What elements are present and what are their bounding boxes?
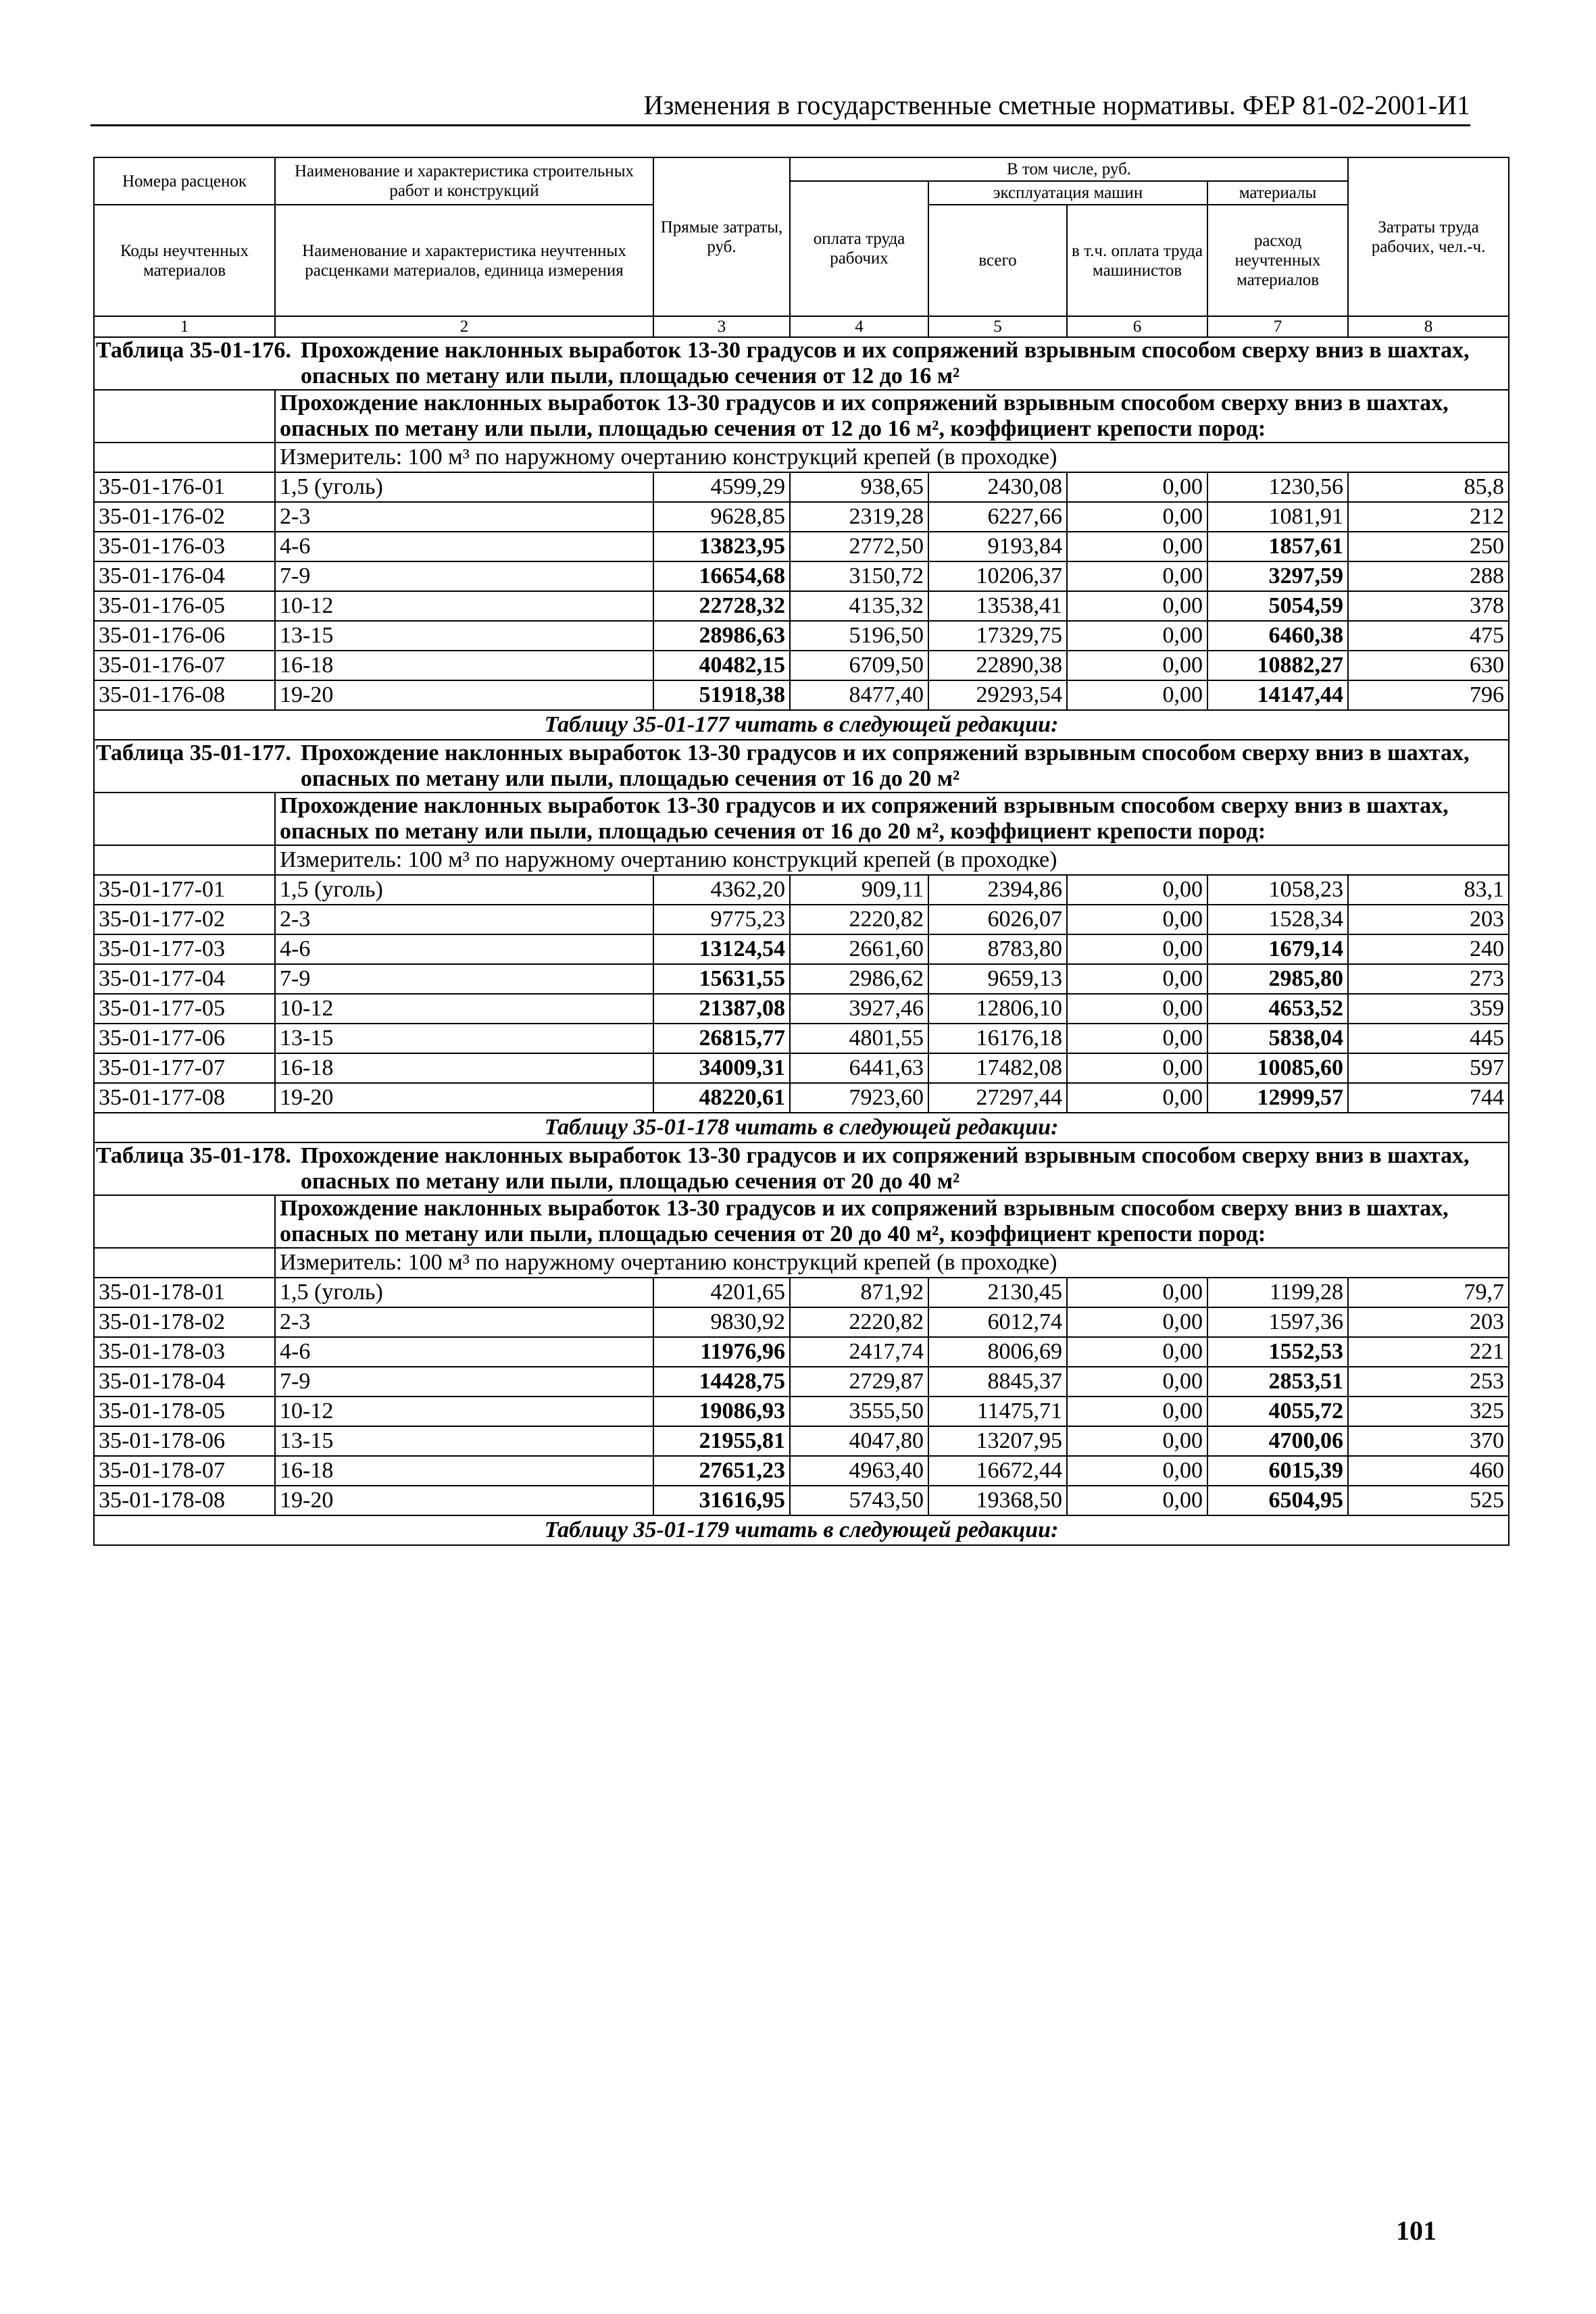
cell-direct: 9775,23	[653, 905, 790, 934]
col-2-top: Наименование и характеристика строительных работ и конструкций	[275, 157, 653, 205]
cell-mach_labor: 0,00	[1067, 621, 1207, 651]
table-row	[94, 680, 1509, 710]
cell-mat: 1230,56	[1207, 472, 1348, 502]
col-1-bottom: Коды неучтенных материалов	[94, 205, 275, 316]
table-row	[94, 1278, 1509, 1307]
cell-hours: 79,7	[1348, 1278, 1509, 1307]
cell-code: 35-01-177-04	[94, 964, 275, 994]
cell-mach_labor: 0,00	[1067, 1024, 1207, 1053]
col-number: 8	[1348, 316, 1509, 337]
cell-direct: 28986,63	[653, 621, 790, 651]
cell-mat: 1597,36	[1207, 1307, 1348, 1337]
cell-code: 35-01-176-05	[94, 591, 275, 621]
cell-mach: 29293,54	[928, 680, 1067, 710]
cell-mach_labor: 0,00	[1067, 1053, 1207, 1083]
cell-mach_labor: 0,00	[1067, 1456, 1207, 1486]
cell-name: 1,5 (уголь)	[275, 875, 653, 905]
read-next-row	[94, 1515, 1509, 1545]
cell-direct: 40482,15	[653, 651, 790, 680]
cell-hours: 525	[1348, 1486, 1509, 1515]
cell-hours: 370	[1348, 1426, 1509, 1456]
cell-mat: 14147,44	[1207, 680, 1348, 710]
cell-hours: 253	[1348, 1367, 1509, 1397]
cell-labor: 3555,50	[790, 1397, 928, 1426]
cell-direct: 9830,92	[653, 1307, 790, 1337]
table-title-text: Прохождение наклонных выработок 13-30 градусов и их сопряжений взрывным способом сверху вниз в шахтах, опасных по метану или пыли, площадью сечения от 16 до 20 м²	[300, 740, 1470, 791]
price-table	[93, 336, 1510, 1546]
cell-hours: 250	[1348, 532, 1509, 561]
cell-hours: 221	[1348, 1337, 1509, 1367]
cell-mat: 1058,23	[1207, 875, 1348, 905]
cell-mat: 1199,28	[1207, 1278, 1348, 1307]
col-number: 7	[1207, 316, 1348, 337]
col-number: 1	[94, 316, 275, 337]
materials-header: материалы	[1207, 181, 1348, 205]
cell-mach: 16176,18	[928, 1024, 1067, 1053]
table-description-row	[94, 390, 1509, 443]
table-title-row	[94, 337, 1509, 390]
cell-hours: 445	[1348, 1024, 1509, 1053]
table-row	[94, 934, 1509, 964]
cell-labor: 4963,40	[790, 1456, 928, 1486]
cell-direct: 4599,29	[653, 472, 790, 502]
cell-code: 35-01-177-02	[94, 905, 275, 934]
cell-direct: 9628,85	[653, 502, 790, 532]
cell-name: 2-3	[275, 1307, 653, 1337]
cell-labor: 871,92	[790, 1278, 928, 1307]
cell-labor: 5196,50	[790, 621, 928, 651]
meter-row	[94, 443, 1509, 472]
cell-mach: 13538,41	[928, 591, 1067, 621]
cell-labor: 2417,74	[790, 1337, 928, 1367]
cell-mat: 5054,59	[1207, 591, 1348, 621]
column-header-table	[93, 157, 1510, 338]
cell-direct: 19086,93	[653, 1397, 790, 1426]
cell-name: 10-12	[275, 1397, 653, 1426]
cell-labor: 3927,46	[790, 994, 928, 1024]
table-title-wrap	[96, 1143, 1504, 1194]
cell-labor: 2220,82	[790, 905, 928, 934]
cell-name: 7-9	[275, 964, 653, 994]
table-title-row	[94, 1142, 1509, 1195]
col-7-header: расход неучтенных материалов	[1207, 205, 1348, 316]
table-row	[94, 905, 1509, 934]
table-title	[94, 740, 1509, 793]
cell-mach_labor: 0,00	[1067, 934, 1207, 964]
table-title	[94, 1142, 1509, 1195]
cell-direct: 51918,38	[653, 680, 790, 710]
cell-mach: 8783,80	[928, 934, 1067, 964]
cell-name: 4-6	[275, 934, 653, 964]
cell-mach_labor: 0,00	[1067, 591, 1207, 621]
table-description: Прохождение наклонных выработок 13-30 градусов и их сопряжений взрывным способом сверху вниз в шахтах, опасных по метану или пыли, площадью сечения от 12 до 16 м², коэффициент крепости пород:	[275, 390, 1509, 443]
cell-hours: 203	[1348, 905, 1509, 934]
cell-code: 35-01-177-03	[94, 934, 275, 964]
cell-name: 16-18	[275, 651, 653, 680]
cell-mat: 2985,80	[1207, 964, 1348, 994]
table-row	[94, 1337, 1509, 1367]
table-row	[94, 591, 1509, 621]
table-row	[94, 875, 1509, 905]
cell-labor: 6709,50	[790, 651, 928, 680]
table-title-row	[94, 740, 1509, 793]
cell-code: 35-01-177-01	[94, 875, 275, 905]
machines-header: эксплуатация машин	[928, 181, 1207, 205]
cell-mach_labor: 0,00	[1067, 1367, 1207, 1397]
cell-hours: 475	[1348, 621, 1509, 651]
cell-code: 35-01-178-07	[94, 1456, 275, 1486]
cell-direct: 31616,95	[653, 1486, 790, 1515]
cell-mach_labor: 0,00	[1067, 1307, 1207, 1337]
cell-name: 10-12	[275, 591, 653, 621]
cell-code: 35-01-176-03	[94, 532, 275, 561]
cell-name: 1,5 (уголь)	[275, 472, 653, 502]
cell-mach_labor: 0,00	[1067, 994, 1207, 1024]
table-row	[94, 964, 1509, 994]
cell-mat: 6460,38	[1207, 621, 1348, 651]
cell-mat: 1081,91	[1207, 502, 1348, 532]
cell-mat: 6504,95	[1207, 1486, 1348, 1515]
cell-mach_labor: 0,00	[1067, 1397, 1207, 1426]
cell-direct: 11976,96	[653, 1337, 790, 1367]
cell-mach: 8006,69	[928, 1337, 1067, 1367]
cell-hours: 744	[1348, 1083, 1509, 1113]
cell-labor: 3150,72	[790, 561, 928, 591]
cell-mat: 1857,61	[1207, 532, 1348, 561]
col-3-header: Прямые затраты, руб.	[653, 157, 790, 316]
cell-mat: 1679,14	[1207, 934, 1348, 964]
cell-mat: 12999,57	[1207, 1083, 1348, 1113]
cell-mach: 6012,74	[928, 1307, 1067, 1337]
cell-mach_labor: 0,00	[1067, 905, 1207, 934]
col-number: 3	[653, 316, 790, 337]
cell-mat: 10882,27	[1207, 651, 1348, 680]
header-text: Изменения в государственные сметные нормативы. ФЕР 81-02-2001-И1	[643, 90, 1470, 120]
col-2-bottom: Наименование и характеристика неучтенных расценками материалов, единица измерения	[275, 205, 653, 316]
empty-cell	[94, 1195, 275, 1248]
cell-labor: 909,11	[790, 875, 928, 905]
cell-direct: 21955,81	[653, 1426, 790, 1456]
column-number-row	[94, 316, 1509, 337]
cell-mat: 10085,60	[1207, 1053, 1348, 1083]
cell-name: 19-20	[275, 680, 653, 710]
cell-code: 35-01-178-02	[94, 1307, 275, 1337]
cell-code: 35-01-178-01	[94, 1278, 275, 1307]
table-title-text: Прохождение наклонных выработок 13-30 градусов и их сопряжений взрывным способом сверху вниз в шахтах, опасных по метану или пыли, площадью сечения от 12 до 16 м²	[300, 338, 1470, 388]
cell-direct: 4362,20	[653, 875, 790, 905]
cell-code: 35-01-178-08	[94, 1486, 275, 1515]
cell-name: 13-15	[275, 621, 653, 651]
page-number: 101	[1396, 2215, 1437, 2246]
cell-code: 35-01-177-07	[94, 1053, 275, 1083]
cell-labor: 938,65	[790, 472, 928, 502]
cell-code: 35-01-176-07	[94, 651, 275, 680]
cell-code: 35-01-178-04	[94, 1367, 275, 1397]
cell-direct: 13124,54	[653, 934, 790, 964]
cell-mat: 1552,53	[1207, 1337, 1348, 1367]
table-row	[94, 472, 1509, 502]
cell-labor: 2986,62	[790, 964, 928, 994]
col-number: 4	[790, 316, 928, 337]
cell-mach: 11475,71	[928, 1397, 1067, 1426]
table-row	[94, 994, 1509, 1024]
table-title-wrap	[96, 740, 1504, 792]
table-description: Прохождение наклонных выработок 13-30 градусов и их сопряжений взрывным способом сверху вниз в шахтах, опасных по метану или пыли, площадью сечения от 20 до 40 м², коэффициент крепости пород:	[275, 1195, 1509, 1248]
table-row	[94, 502, 1509, 532]
cell-hours: 83,1	[1348, 875, 1509, 905]
cell-hours: 378	[1348, 591, 1509, 621]
cell-hours: 359	[1348, 994, 1509, 1024]
cell-labor: 2220,82	[790, 1307, 928, 1337]
cell-mach: 6227,66	[928, 502, 1067, 532]
cell-mach: 6026,07	[928, 905, 1067, 934]
cell-code: 35-01-177-05	[94, 994, 275, 1024]
cell-mach: 22890,38	[928, 651, 1067, 680]
cell-mach_labor: 0,00	[1067, 875, 1207, 905]
cell-mach_labor: 0,00	[1067, 1083, 1207, 1113]
cell-hours: 240	[1348, 934, 1509, 964]
col-8-header: Затраты труда рабочих, чел.-ч.	[1348, 157, 1509, 316]
cell-hours: 630	[1348, 651, 1509, 680]
cell-name: 16-18	[275, 1456, 653, 1486]
cell-mach: 19368,50	[928, 1486, 1067, 1515]
cell-mat: 4700,06	[1207, 1426, 1348, 1456]
cell-code: 35-01-178-05	[94, 1397, 275, 1426]
table-row	[94, 1456, 1509, 1486]
empty-cell	[94, 793, 275, 845]
cell-labor: 8477,40	[790, 680, 928, 710]
cell-direct: 34009,31	[653, 1053, 790, 1083]
cell-mach: 13207,95	[928, 1426, 1067, 1456]
cell-name: 7-9	[275, 561, 653, 591]
cell-mach_labor: 0,00	[1067, 1278, 1207, 1307]
meter-text: Измеритель: 100 м³ по наружному очертанию конструкций крепей (в проходке)	[275, 443, 1509, 472]
table-row	[94, 532, 1509, 561]
cell-hours: 85,8	[1348, 472, 1509, 502]
table-row	[94, 1426, 1509, 1456]
cell-hours: 288	[1348, 561, 1509, 591]
cell-code: 35-01-177-06	[94, 1024, 275, 1053]
table-row	[94, 1024, 1509, 1053]
cell-mach_labor: 0,00	[1067, 651, 1207, 680]
cell-mat: 3297,59	[1207, 561, 1348, 591]
cell-labor: 2661,60	[790, 934, 928, 964]
cell-mach: 2130,45	[928, 1278, 1067, 1307]
meter-row	[94, 1248, 1509, 1278]
table-row	[94, 1083, 1509, 1113]
empty-cell	[94, 443, 275, 472]
cell-code: 35-01-176-04	[94, 561, 275, 591]
read-next-note: Таблицу 35-01-177 читать в следующей редакции:	[94, 710, 1509, 740]
table-description: Прохождение наклонных выработок 13-30 градусов и их сопряжений взрывным способом сверху вниз в шахтах, опасных по метану или пыли, площадью сечения от 16 до 20 м², коэффициент крепости пород:	[275, 793, 1509, 845]
col-6-header: в т.ч. оплата труда машинистов	[1067, 205, 1207, 316]
cell-mach: 9659,13	[928, 964, 1067, 994]
cell-direct: 13823,95	[653, 532, 790, 561]
cell-mat: 4653,52	[1207, 994, 1348, 1024]
cell-direct: 21387,08	[653, 994, 790, 1024]
cell-hours: 273	[1348, 964, 1509, 994]
table-row	[94, 1486, 1509, 1515]
cell-direct: 22728,32	[653, 591, 790, 621]
cell-name: 16-18	[275, 1053, 653, 1083]
cell-code: 35-01-176-06	[94, 621, 275, 651]
read-next-note: Таблицу 35-01-179 читать в следующей редакции:	[94, 1515, 1509, 1545]
cell-direct: 27651,23	[653, 1456, 790, 1486]
cell-hours: 597	[1348, 1053, 1509, 1083]
table-row	[94, 1397, 1509, 1426]
cell-code: 35-01-178-06	[94, 1426, 275, 1456]
cell-direct: 26815,77	[653, 1024, 790, 1053]
cell-mach: 8845,37	[928, 1367, 1067, 1397]
table-row	[94, 561, 1509, 591]
cell-hours: 325	[1348, 1397, 1509, 1426]
cell-name: 13-15	[275, 1024, 653, 1053]
cell-mach_labor: 0,00	[1067, 502, 1207, 532]
cell-code: 35-01-176-02	[94, 502, 275, 532]
empty-cell	[94, 1248, 275, 1278]
cell-mach_labor: 0,00	[1067, 1426, 1207, 1456]
cell-name: 19-20	[275, 1486, 653, 1515]
cell-code: 35-01-177-08	[94, 1083, 275, 1113]
col-4-header: оплата труда рабочих	[790, 181, 928, 316]
cell-mach: 12806,10	[928, 994, 1067, 1024]
table-title	[94, 337, 1509, 390]
cell-direct: 14428,75	[653, 1367, 790, 1397]
cell-mach: 27297,44	[928, 1083, 1067, 1113]
cell-mat: 5838,04	[1207, 1024, 1348, 1053]
cell-name: 13-15	[275, 1426, 653, 1456]
cell-mat: 1528,34	[1207, 905, 1348, 934]
cell-name: 7-9	[275, 1367, 653, 1397]
cell-mach: 16672,44	[928, 1456, 1067, 1486]
empty-cell	[94, 845, 275, 875]
empty-cell	[94, 390, 275, 443]
cell-name: 4-6	[275, 1337, 653, 1367]
cell-mach: 2430,08	[928, 472, 1067, 502]
meter-text: Измеритель: 100 м³ по наружному очертанию конструкций крепей (в проходке)	[275, 1248, 1509, 1278]
cell-labor: 2729,87	[790, 1367, 928, 1397]
table-number: Таблица 35-01-177.	[96, 740, 291, 765]
cell-labor: 7923,60	[790, 1083, 928, 1113]
cell-mat: 6015,39	[1207, 1456, 1348, 1486]
cell-hours: 796	[1348, 680, 1509, 710]
cell-direct: 15631,55	[653, 964, 790, 994]
cell-direct: 4201,65	[653, 1278, 790, 1307]
read-next-row	[94, 710, 1509, 740]
cell-name: 1,5 (уголь)	[275, 1278, 653, 1307]
cell-direct: 16654,68	[653, 561, 790, 591]
cell-mach_labor: 0,00	[1067, 1337, 1207, 1367]
cell-labor: 6441,63	[790, 1053, 928, 1083]
cell-labor: 4801,55	[790, 1024, 928, 1053]
cell-mach_labor: 0,00	[1067, 561, 1207, 591]
cell-mach: 2394,86	[928, 875, 1067, 905]
cell-hours: 212	[1348, 502, 1509, 532]
table-row	[94, 1367, 1509, 1397]
cell-mach_labor: 0,00	[1067, 1486, 1207, 1515]
table-row	[94, 1053, 1509, 1083]
cell-code: 35-01-178-03	[94, 1337, 275, 1367]
cell-mat: 4055,72	[1207, 1397, 1348, 1426]
col-number: 6	[1067, 316, 1207, 337]
col-number: 2	[275, 316, 653, 337]
cell-code: 35-01-176-08	[94, 680, 275, 710]
col-1-top: Номера расценок	[94, 157, 275, 205]
cell-code: 35-01-176-01	[94, 472, 275, 502]
table-description-row	[94, 1195, 1509, 1248]
col-number: 5	[928, 316, 1067, 337]
table-number: Таблица 35-01-178.	[96, 1143, 291, 1168]
table-number: Таблица 35-01-176.	[96, 338, 291, 363]
cell-mach_labor: 0,00	[1067, 964, 1207, 994]
cell-mach: 9193,84	[928, 532, 1067, 561]
cell-name: 10-12	[275, 994, 653, 1024]
cell-mach_labor: 0,00	[1067, 472, 1207, 502]
cell-mat: 2853,51	[1207, 1367, 1348, 1397]
read-next-row	[94, 1113, 1509, 1142]
table-row	[94, 621, 1509, 651]
col-5-header: всего	[928, 205, 1067, 316]
meter-text: Измеритель: 100 м³ по наружному очертанию конструкций крепей (в проходке)	[275, 845, 1509, 875]
incl-header: В том числе, руб.	[790, 157, 1348, 181]
cell-direct: 48220,61	[653, 1083, 790, 1113]
cell-mach: 17329,75	[928, 621, 1067, 651]
table-description-row	[94, 793, 1509, 845]
cell-labor: 4135,32	[790, 591, 928, 621]
cell-labor: 4047,80	[790, 1426, 928, 1456]
cell-labor: 5743,50	[790, 1486, 928, 1515]
cell-hours: 460	[1348, 1456, 1509, 1486]
cell-name: 2-3	[275, 905, 653, 934]
cell-labor: 2772,50	[790, 532, 928, 561]
cell-mach: 17482,08	[928, 1053, 1067, 1083]
table-row	[94, 1307, 1509, 1337]
cell-hours: 203	[1348, 1307, 1509, 1337]
cell-labor: 2319,28	[790, 502, 928, 532]
cell-name: 19-20	[275, 1083, 653, 1113]
cell-name: 2-3	[275, 502, 653, 532]
read-next-note: Таблицу 35-01-178 читать в следующей редакции:	[94, 1113, 1509, 1142]
cell-name: 4-6	[275, 532, 653, 561]
cell-mach: 10206,37	[928, 561, 1067, 591]
cell-mach_labor: 0,00	[1067, 532, 1207, 561]
meter-row	[94, 845, 1509, 875]
cell-mach_labor: 0,00	[1067, 680, 1207, 710]
table-title-text: Прохождение наклонных выработок 13-30 градусов и их сопряжений взрывным способом сверху вниз в шахтах, опасных по метану или пыли, площадью сечения от 20 до 40 м²	[300, 1143, 1470, 1194]
page-header	[91, 86, 1470, 126]
table-title-wrap	[96, 338, 1504, 389]
table-row	[94, 651, 1509, 680]
